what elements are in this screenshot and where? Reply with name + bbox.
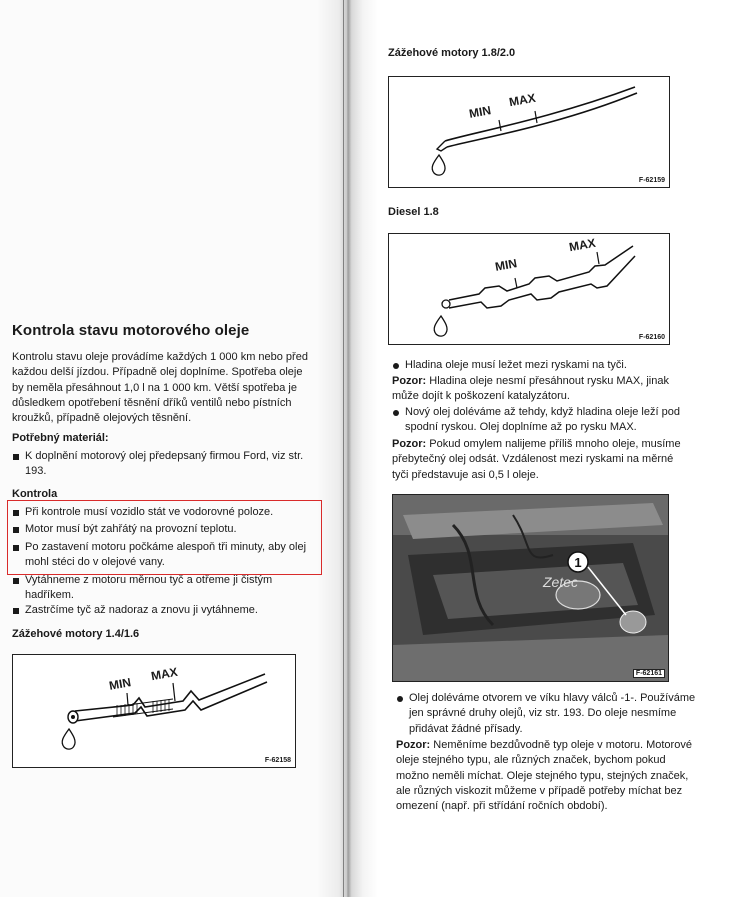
kontrola-item-2: Motor musí být zahřátý na provozní teplotu. <box>12 522 325 537</box>
pozor-text: Neměníme bezdůvodně typ oleje v motoru. Motorové oleje stejného typu, ale různých značek, bychom pokud možno neměli míchat. Oleje stejného typu, stejných značek, ale různých viskozit můžeme v případě potřeby míchat bez omezení (např. při střídání ročních období). <box>396 739 692 813</box>
note-fill-hole: Olej doléváme otvorem ve víku hlavy válců -1-. Používáme jen správné druhy olejů, viz str. 193. Do oleje nesmíme přidávat žádné přísady. <box>396 691 701 737</box>
max-label: MAX <box>507 90 537 110</box>
dipstick-figure-18 <box>388 76 670 188</box>
callout-marker: 1 <box>574 555 582 570</box>
pozor-label: Pozor: <box>392 375 427 387</box>
note-level: Hladina oleje musí ležet mezi ryskami na tyči. <box>392 358 705 373</box>
page-title: Kontrola stavu motorového oleje <box>12 322 250 339</box>
dipstick-drawing <box>389 234 669 344</box>
gutter-line <box>343 0 344 897</box>
pozor-note-3 <box>396 738 692 814</box>
material-heading: Potřebný materiál: <box>12 432 109 444</box>
pozor-text: Pokud omylem nalijeme příliš mnoho oleje, musíme přebytečný olej odsát. Vzdálenost mezi ryskami na měrné tyči představuje asi 0,5 l oleje. <box>392 438 681 481</box>
engine-photo-drawing <box>393 495 668 681</box>
min-label: MIN <box>493 256 519 274</box>
kontrola-heading: Kontrola <box>12 488 58 500</box>
figure-code: F-62159 <box>638 177 665 184</box>
intro-paragraph: Kontrolu stavu oleje provádíme každých 1 000 km nebo před každou delší jízdou. Případně olej doplníme. Spotřeba oleje by neměla přesáhnout 1,0 l na 1 000 km. Větší spotřeba je důsledkem opotřebení těsnění dříků ventilů nebo pístních kroužků, případně olejových těsnění. <box>12 351 308 425</box>
min-label: MIN <box>107 675 133 693</box>
figure-code: F-62160 <box>638 334 665 341</box>
engine18-heading: Zážehové motory 1.8/2.0 <box>388 47 516 59</box>
material-item: K doplnění motorový olej předepsaný firmou Ford, viz str. 193. <box>12 449 312 480</box>
pozor-note-2 <box>392 437 692 483</box>
zetec-logo: Zetec <box>543 574 579 590</box>
pozor-text: Hladina oleje nesmí přesáhnout rysku MAX, jinak může dojít k poškození katalyzátoru. <box>392 375 669 403</box>
kontrola-item-4: Vytáhneme z motoru měrnou tyč a otřeme ji čistým hadříkem. <box>12 573 315 604</box>
dipstick-figure-diesel <box>388 233 670 345</box>
pozor-label: Pozor: <box>392 438 427 450</box>
engine14-heading: Zážehové motory 1.4/1.6 <box>12 628 140 640</box>
engine-photo <box>392 494 669 682</box>
diesel-heading: Diesel 1.8 <box>388 206 439 218</box>
pozor-note-1 <box>392 374 692 405</box>
page-gutter <box>318 0 378 897</box>
max-label: MAX <box>149 664 179 684</box>
figure-code: F-62158 <box>264 757 291 764</box>
kontrola-item-3: Po zastavení motoru počkáme alespoň tři minuty, aby olej mohl stéci do v olejové vany. <box>12 540 315 571</box>
figure-code: F-62161 <box>633 669 665 678</box>
dipstick-figure-14 <box>12 654 296 768</box>
note-refill: Nový olej doléváme až tehdy, když hladina oleje leží pod spodní ryskou. Olej doplníme až po rysku MAX. <box>392 405 693 436</box>
pozor-label: Pozor: <box>396 739 431 751</box>
kontrola-item-5: Zastrčíme tyč až nadoraz a znovu ji vytáhneme. <box>12 603 325 618</box>
max-label: MAX <box>567 235 597 255</box>
min-label: MIN <box>467 103 493 121</box>
kontrola-item-1: Při kontrole musí vozidlo stát ve vodorovné poloze. <box>12 505 325 520</box>
